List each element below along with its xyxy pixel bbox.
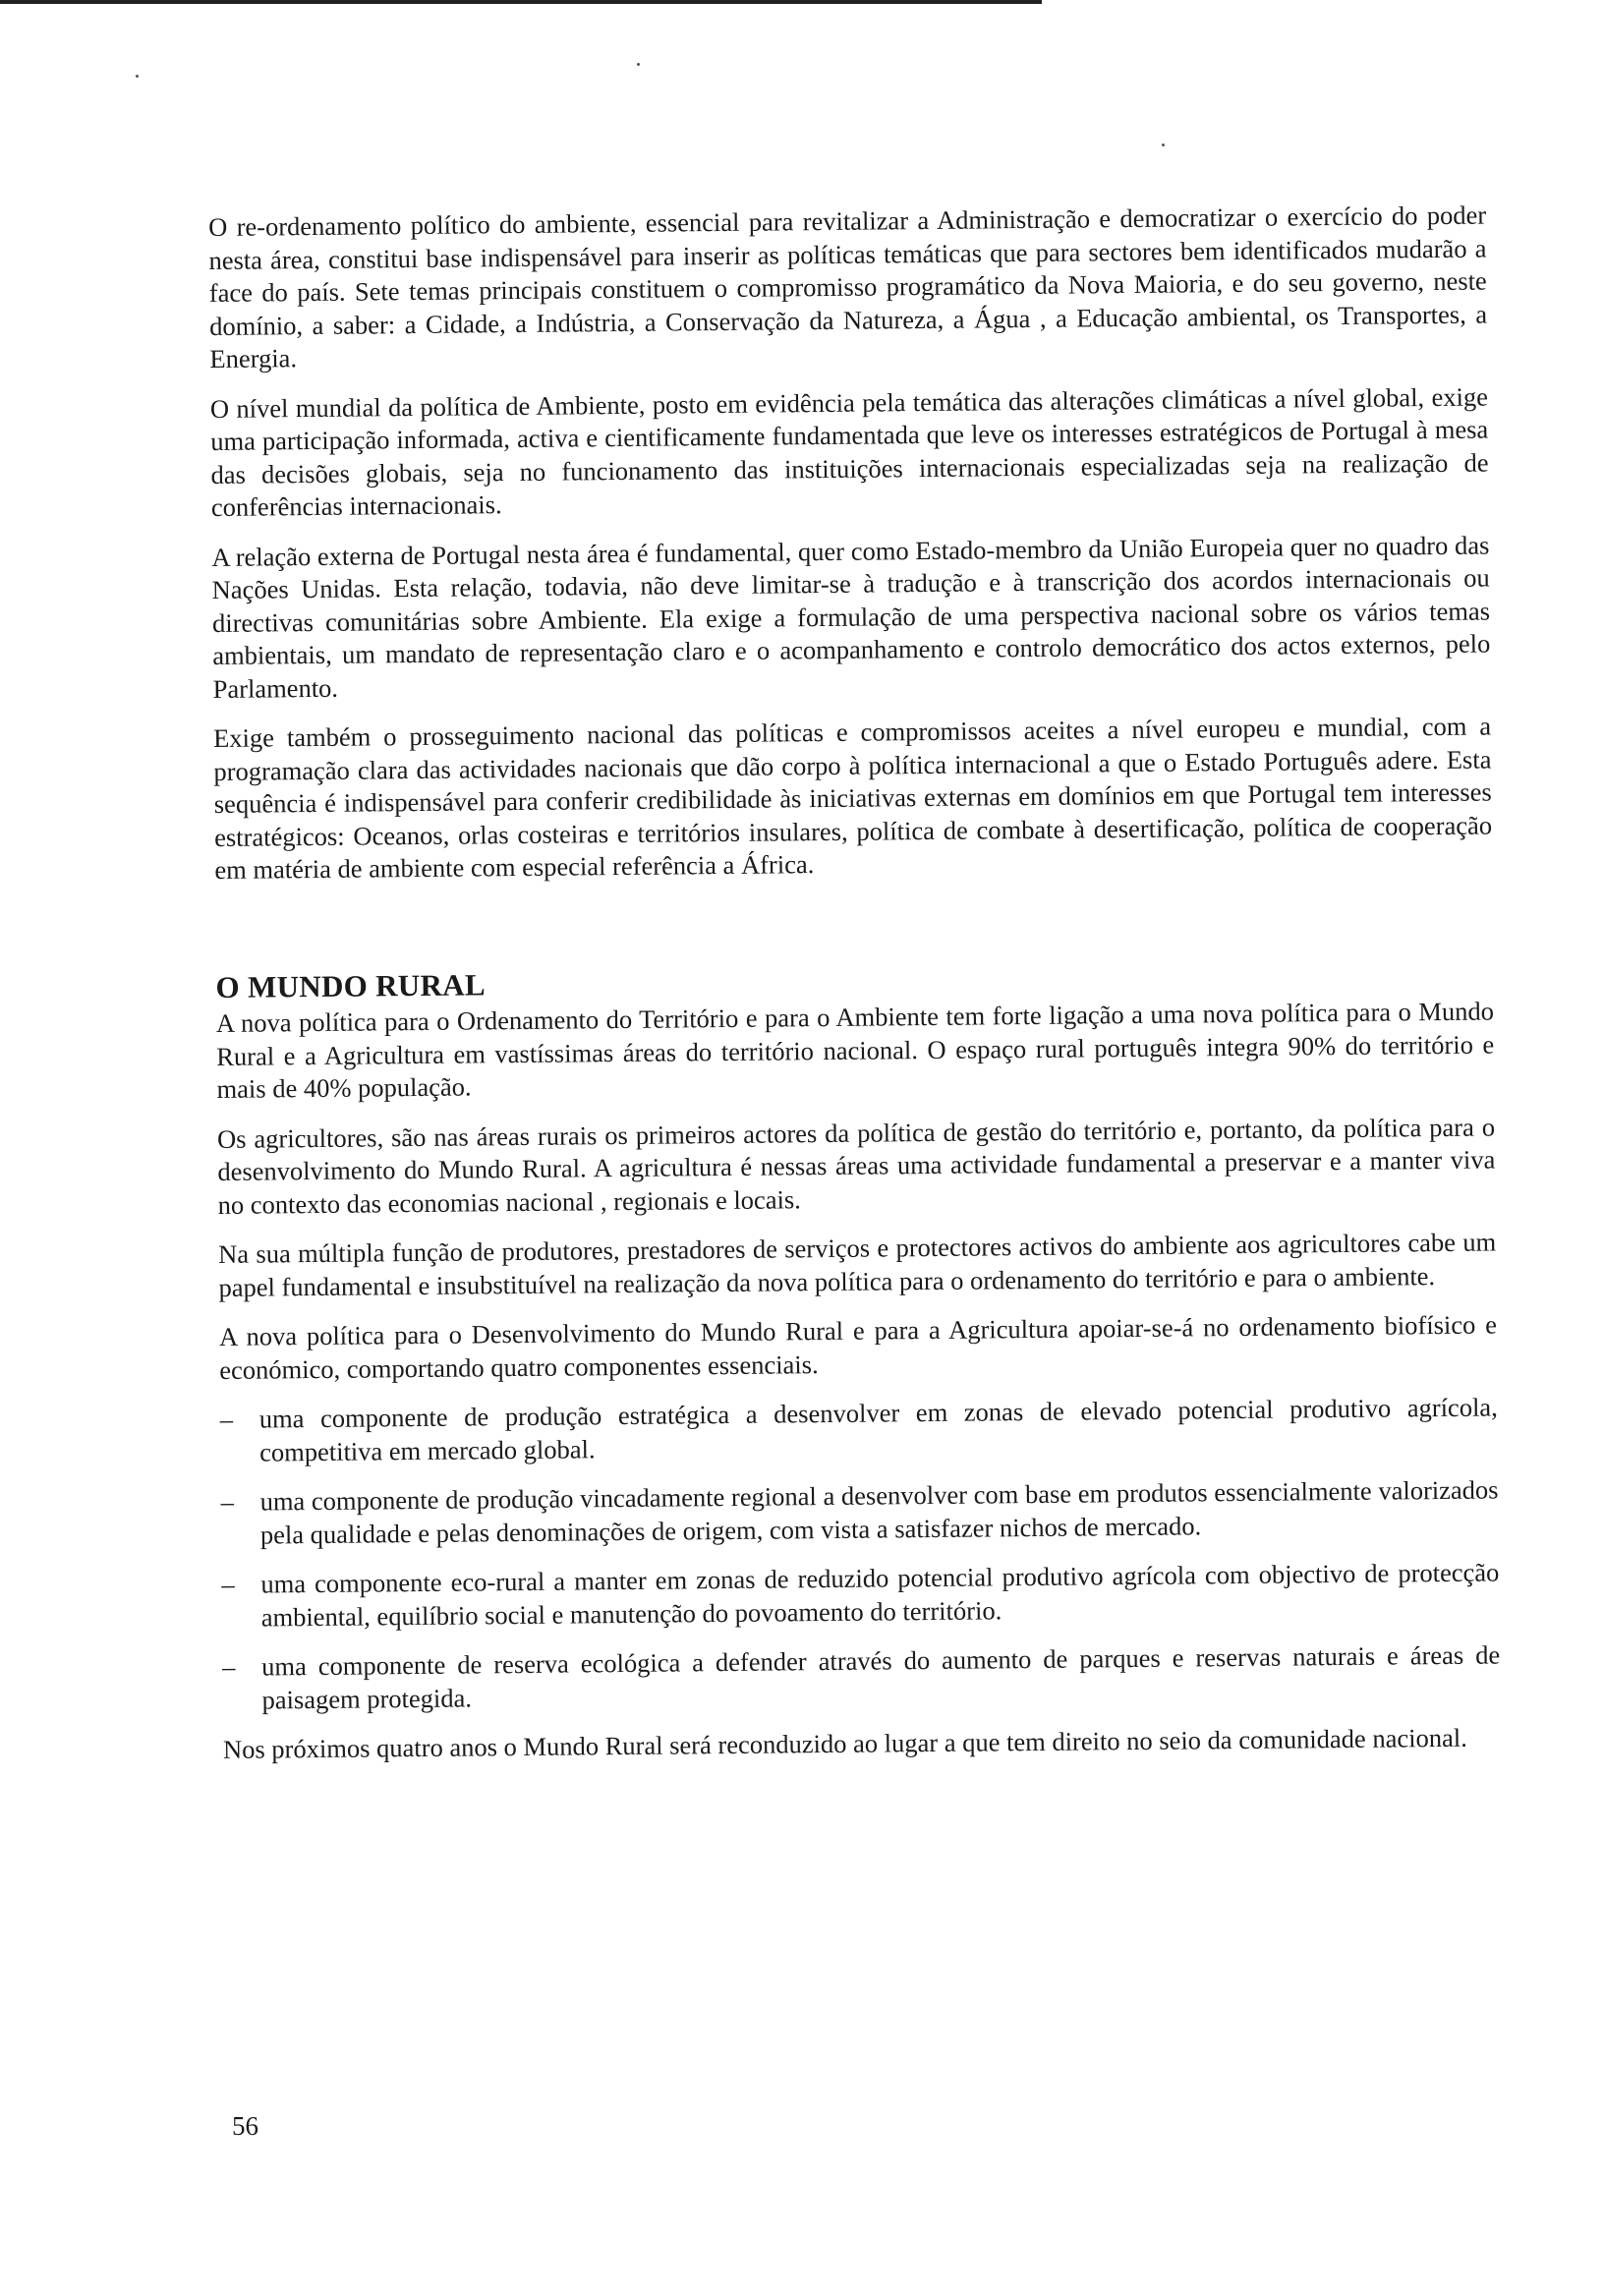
scan-speck	[1162, 144, 1165, 146]
scan-edge-bar	[0, 0, 1042, 4]
body-paragraph: Exige também o prosseguimento nacional das políticas e compromissos aceites a nível europeu e mundial, com a programação clara das actividades nacionais que dão corpo à política internacional a que o Estado Português adere. Esta sequência é indispensável para conferir credibilidade às iniciativas externas em domínios em que Portugal tem interesses estratégicos: Oceanos, orlas costeiras e territórios insulares, política de combate à desertificação, política de cooperação em matéria de ambiente com especial referência a África.	[213, 711, 1493, 885]
list-item-text: uma componente de reserva ecológica a defender através do aumento de parques e reservas naturais e áreas de paisagem protegida.	[261, 1639, 1501, 1715]
list-item	[222, 1638, 1501, 1716]
body-paragraph: A nova política para o Ordenamento do Território e para o Ambiente tem forte ligação a uma nova política para o Mundo Rural e a Agricultura em vastíssimas áreas do território nacional. O espaço rural português integra 90% do território e mais de 40% população.	[215, 996, 1495, 1104]
list-marker: –	[221, 1569, 235, 1599]
list-item	[221, 1556, 1500, 1634]
list-marker: –	[219, 1404, 234, 1434]
body-paragraph: O re-ordenamento político do ambiente, essencial para revitalizar a Administração e democratizar o exercício do poder nesta área, constitui base indispensável para inserir as políticas temáticas que para sectores bem identificados mudarão a face do país. Sete temas principais constituem o compromisso programático da Nova Maioria, e do seu governo, neste domínio, a saber: a Cidade, a Indústria, a Conservação da Natureza, a Água , a Educação ambiental, os Transportes, a Energia.	[208, 200, 1488, 373]
body-paragraph: Os agricultores, são nas áreas rurais os primeiros actores da política de gestão do território e, portanto, da política para o desenvolvimento do Mundo Rural. A agricultura é nessas áreas uma actividade fundamental a preservar e a manter viva no contexto das economias nacional , regionais e locais.	[216, 1111, 1496, 1220]
scan-speck	[637, 63, 640, 66]
body-paragraph: Na sua múltipla função de produtores, prestadores de serviços e protectores activos do ambiente aos agricultores cabe um papel fundamental e insubstituível na realização da nova política para o ordenamento do território e para o ambiente.	[218, 1227, 1497, 1302]
list-item	[220, 1473, 1499, 1551]
list-item	[220, 1391, 1499, 1468]
document-body	[208, 200, 1501, 1784]
list-item-text: uma componente eco-rural a manter em zonas de reduzido potencial produtivo agrícola com objectivo de protecção ambiental, equilíbrio social e manutenção do povoamento do território.	[260, 1557, 1500, 1633]
body-paragraph: A nova política para o Desenvolvimento do Mundo Rural e para a Agricultura apoiar-se-á no ordenamento biofísico e económico, comportando quatro componentes essenciais.	[218, 1309, 1498, 1385]
list-item-text: uma componente de produção vincadamente regional a desenvolver com base em produtos essencialmente valorizados pela qualidade e pelas denominações de origem, com vista a satisfazer nichos de mercado.	[259, 1474, 1499, 1550]
list-marker: –	[222, 1651, 236, 1682]
section-spacer	[215, 891, 1494, 970]
list-marker: –	[220, 1486, 234, 1517]
scan-speck	[136, 75, 139, 78]
body-paragraph: O nível mundial da política de Ambiente, posto em evidência pela temática das alterações climáticas a nível global, exige uma participação informada, activa e cientificamente fundamentada que leve os interesses estratégicos de Portugal à mesa das decisões globais, seja no funcionamento das instituições internacionais especializadas seja na realização de conferências internacionais.	[209, 381, 1489, 522]
page-number: 56	[232, 2111, 258, 2141]
section-heading: O MUNDO RURAL	[215, 966, 487, 1004]
body-paragraph: A relação externa de Portugal nesta área é fundamental, quer como Estado-membro da União Europeia quer no quadro das Nações Unidas. Esta relação, todavia, não deve limitar-se à tradução e à transcrição dos acordos internacionais ou directivas comunitárias sobre Ambiente. Ela exige a formulação de uma perspectiva nacional sobre os vários temas ambientais, um mandato de representação claro e o acompanhamento e controlo democrático dos actos externos, pelo Parlamento.	[211, 530, 1491, 704]
components-list	[220, 1391, 1501, 1716]
list-item-text: uma componente de produção estratégica a desenvolver em zonas de elevado potencial produtivo agrícola, competitiva em mercado global.	[258, 1392, 1498, 1467]
closing-paragraph: Nos próximos quatro anos o Mundo Rural será reconduzido ao lugar a que tem direito no seio da comunidade nacional.	[222, 1722, 1467, 1764]
